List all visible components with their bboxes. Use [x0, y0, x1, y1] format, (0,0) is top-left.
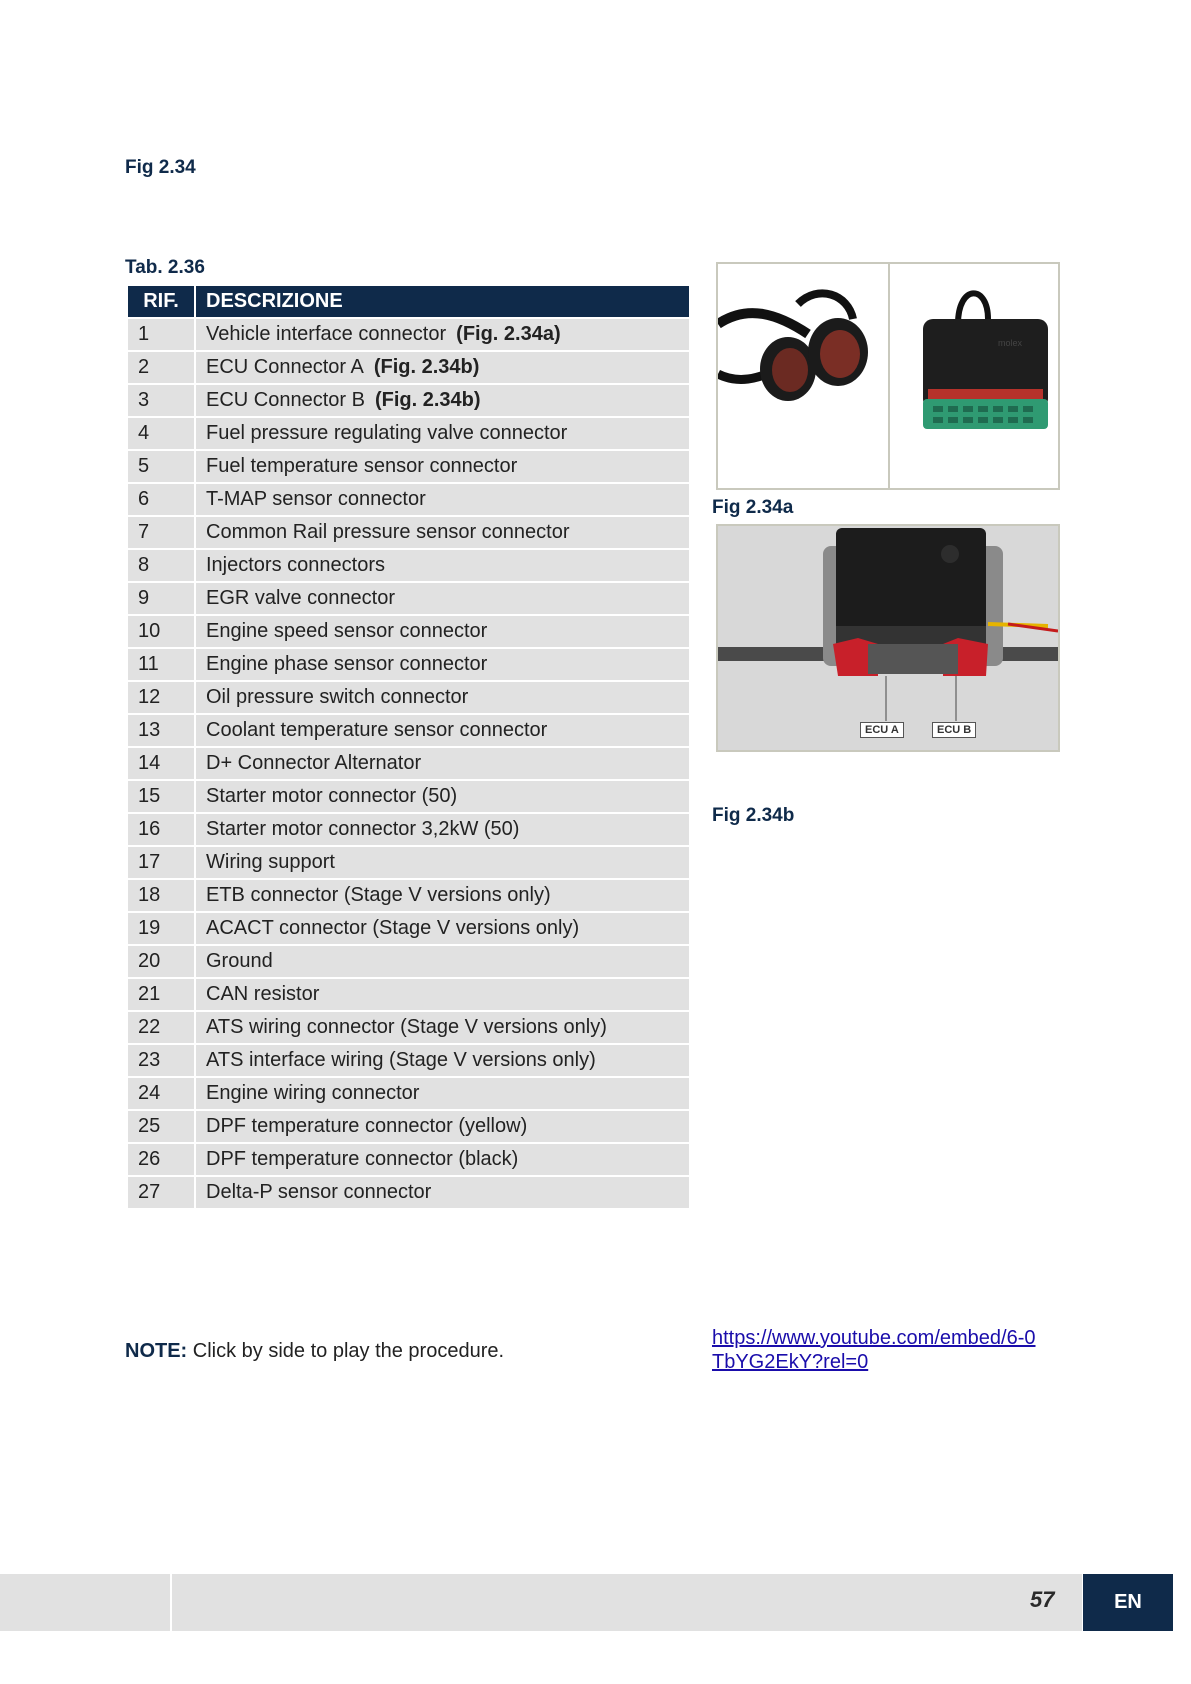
- row-description: [195, 978, 690, 1011]
- row-number: 4: [127, 417, 195, 450]
- row-description: [195, 714, 690, 747]
- row-description: [195, 549, 690, 582]
- row-description: [195, 1077, 690, 1110]
- row-number: 5: [127, 450, 195, 483]
- header-rif: RIF.: [127, 285, 195, 318]
- row-description-text: Starter motor connector 3,2kW (50): [206, 818, 520, 840]
- row-number: 14: [127, 747, 195, 780]
- row-number: 13: [127, 714, 195, 747]
- table-row: [127, 483, 690, 516]
- row-description: [195, 516, 690, 549]
- table-row: [127, 1143, 690, 1176]
- table-row: [127, 384, 690, 417]
- table-row: [127, 516, 690, 549]
- note: [125, 1340, 504, 1363]
- row-number: 27: [127, 1176, 195, 1209]
- row-description: [195, 318, 690, 351]
- row-description-text: Delta-P sensor connector: [206, 1181, 432, 1203]
- row-number: 11: [127, 648, 195, 681]
- table-row: [127, 1110, 690, 1143]
- row-number: 8: [127, 549, 195, 582]
- row-figure-ref: (Fig. 2.34b): [373, 356, 480, 378]
- row-description: [195, 846, 690, 879]
- row-description: [195, 450, 690, 483]
- ecu-a-label: ECU A: [860, 722, 904, 738]
- footer-bar: [0, 1574, 1082, 1631]
- row-number: 2: [127, 351, 195, 384]
- table-row: [127, 1011, 690, 1044]
- row-description-text: ATS interface wiring (Stage V versions only): [206, 1049, 596, 1071]
- row-description: [195, 681, 690, 714]
- row-description: [195, 1011, 690, 1044]
- video-link[interactable]: https://www.youtube.com/embed/6-0TbYG2EkY?rel=0: [712, 1327, 1036, 1373]
- row-description-text: DPF temperature connector (yellow): [206, 1115, 528, 1137]
- reference-table: [126, 284, 691, 1210]
- row-description: [195, 384, 690, 417]
- row-figure-ref: (Fig. 2.34b): [374, 389, 481, 411]
- table-row: [127, 879, 690, 912]
- row-description: [195, 813, 690, 846]
- table-row: [127, 780, 690, 813]
- ecu-connectors-photo: [716, 524, 1060, 752]
- row-description: [195, 582, 690, 615]
- figure-a-caption: Fig 2.34a: [712, 497, 794, 518]
- row-description-text: Vehicle interface connector: [206, 323, 447, 345]
- row-number: 26: [127, 1143, 195, 1176]
- table-row: [127, 681, 690, 714]
- row-description-text: ETB connector (Stage V versions only): [206, 884, 551, 906]
- table-row: [127, 747, 690, 780]
- row-description-text: ATS wiring connector (Stage V versions only): [206, 1016, 607, 1038]
- row-description: [195, 912, 690, 945]
- row-description-text: Engine speed sensor connector: [206, 620, 488, 642]
- row-description-text: ACACT connector (Stage V versions only): [206, 917, 580, 939]
- table-row: [127, 351, 690, 384]
- row-description-text: Common Rail pressure sensor connector: [206, 521, 570, 543]
- row-description: [195, 1143, 690, 1176]
- row-description-text: DPF temperature connector (black): [206, 1148, 519, 1170]
- ecu-b-label: ECU B: [932, 722, 976, 738]
- row-description-text: Injectors connectors: [206, 554, 385, 576]
- table-row: [127, 549, 690, 582]
- row-description: [195, 945, 690, 978]
- row-number: 9: [127, 582, 195, 615]
- header-description: DESCRIZIONE: [195, 285, 690, 318]
- figure-title: Fig 2.34: [125, 157, 196, 178]
- row-description-text: Fuel pressure regulating valve connector: [206, 422, 568, 444]
- row-description-text: Engine wiring connector: [206, 1082, 420, 1104]
- row-description-text: Coolant temperature sensor connector: [206, 719, 548, 741]
- table-row: [127, 1044, 690, 1077]
- row-number: 23: [127, 1044, 195, 1077]
- row-number: 10: [127, 615, 195, 648]
- row-description-text: CAN resistor: [206, 983, 320, 1005]
- row-description-text: Engine phase sensor connector: [206, 653, 488, 675]
- row-description: [195, 483, 690, 516]
- row-description: [195, 648, 690, 681]
- row-description-text: EGR valve connector: [206, 587, 395, 609]
- table-row: [127, 417, 690, 450]
- row-description: [195, 1044, 690, 1077]
- table-body: [127, 318, 690, 1209]
- row-number: 22: [127, 1011, 195, 1044]
- row-number: 16: [127, 813, 195, 846]
- row-number: 12: [127, 681, 195, 714]
- row-figure-ref: (Fig. 2.34a): [456, 323, 561, 345]
- photo-divider: [888, 264, 890, 488]
- row-description: [195, 879, 690, 912]
- row-number: 17: [127, 846, 195, 879]
- vehicle-interface-connector-photo: [716, 262, 1060, 490]
- table-row: [127, 318, 690, 351]
- row-description: [195, 1176, 690, 1209]
- table-row: [127, 912, 690, 945]
- table-row: [127, 846, 690, 879]
- row-description: [195, 417, 690, 450]
- table-row: [127, 648, 690, 681]
- table-row: [127, 945, 690, 978]
- table-row: [127, 582, 690, 615]
- row-number: 25: [127, 1110, 195, 1143]
- row-number: 15: [127, 780, 195, 813]
- row-number: 3: [127, 384, 195, 417]
- row-description-text: T-MAP sensor connector: [206, 488, 426, 510]
- language-badge: EN: [1083, 1574, 1173, 1631]
- note-text: Click by side to play the procedure.: [192, 1340, 505, 1362]
- row-description-text: Ground: [206, 950, 273, 972]
- row-number: 21: [127, 978, 195, 1011]
- table-row: [127, 978, 690, 1011]
- row-description: [195, 1110, 690, 1143]
- note-label: NOTE:: [125, 1340, 188, 1362]
- table-row: [127, 714, 690, 747]
- table-row: [127, 615, 690, 648]
- row-description-text: Starter motor connector (50): [206, 785, 458, 807]
- row-number: 24: [127, 1077, 195, 1110]
- row-number: 19: [127, 912, 195, 945]
- table-row: [127, 450, 690, 483]
- ecu-illustration: [718, 526, 1058, 750]
- table-row: [127, 813, 690, 846]
- row-description: [195, 615, 690, 648]
- row-number: 6: [127, 483, 195, 516]
- row-description: [195, 351, 690, 384]
- row-description-text: ECU Connector A: [206, 356, 364, 378]
- row-number: 18: [127, 879, 195, 912]
- page-number: 57: [1030, 1587, 1055, 1612]
- row-description-text: Oil pressure switch connector: [206, 686, 469, 708]
- row-number: 20: [127, 945, 195, 978]
- footer-separator: [170, 1574, 172, 1631]
- table-caption: Tab. 2.36: [125, 257, 205, 278]
- table-row: [127, 1176, 690, 1209]
- table-header-row: [127, 285, 690, 318]
- figure-b-caption: Fig 2.34b: [712, 805, 795, 826]
- row-description: [195, 747, 690, 780]
- row-number: 1: [127, 318, 195, 351]
- row-description-text: Wiring support: [206, 851, 335, 873]
- connector-brand-label: molex: [998, 338, 1023, 348]
- row-description: [195, 780, 690, 813]
- row-description-text: ECU Connector B: [206, 389, 365, 411]
- row-number: 7: [127, 516, 195, 549]
- row-description-text: Fuel temperature sensor connector: [206, 455, 518, 477]
- row-description-text: D+ Connector Alternator: [206, 752, 422, 774]
- table-row: [127, 1077, 690, 1110]
